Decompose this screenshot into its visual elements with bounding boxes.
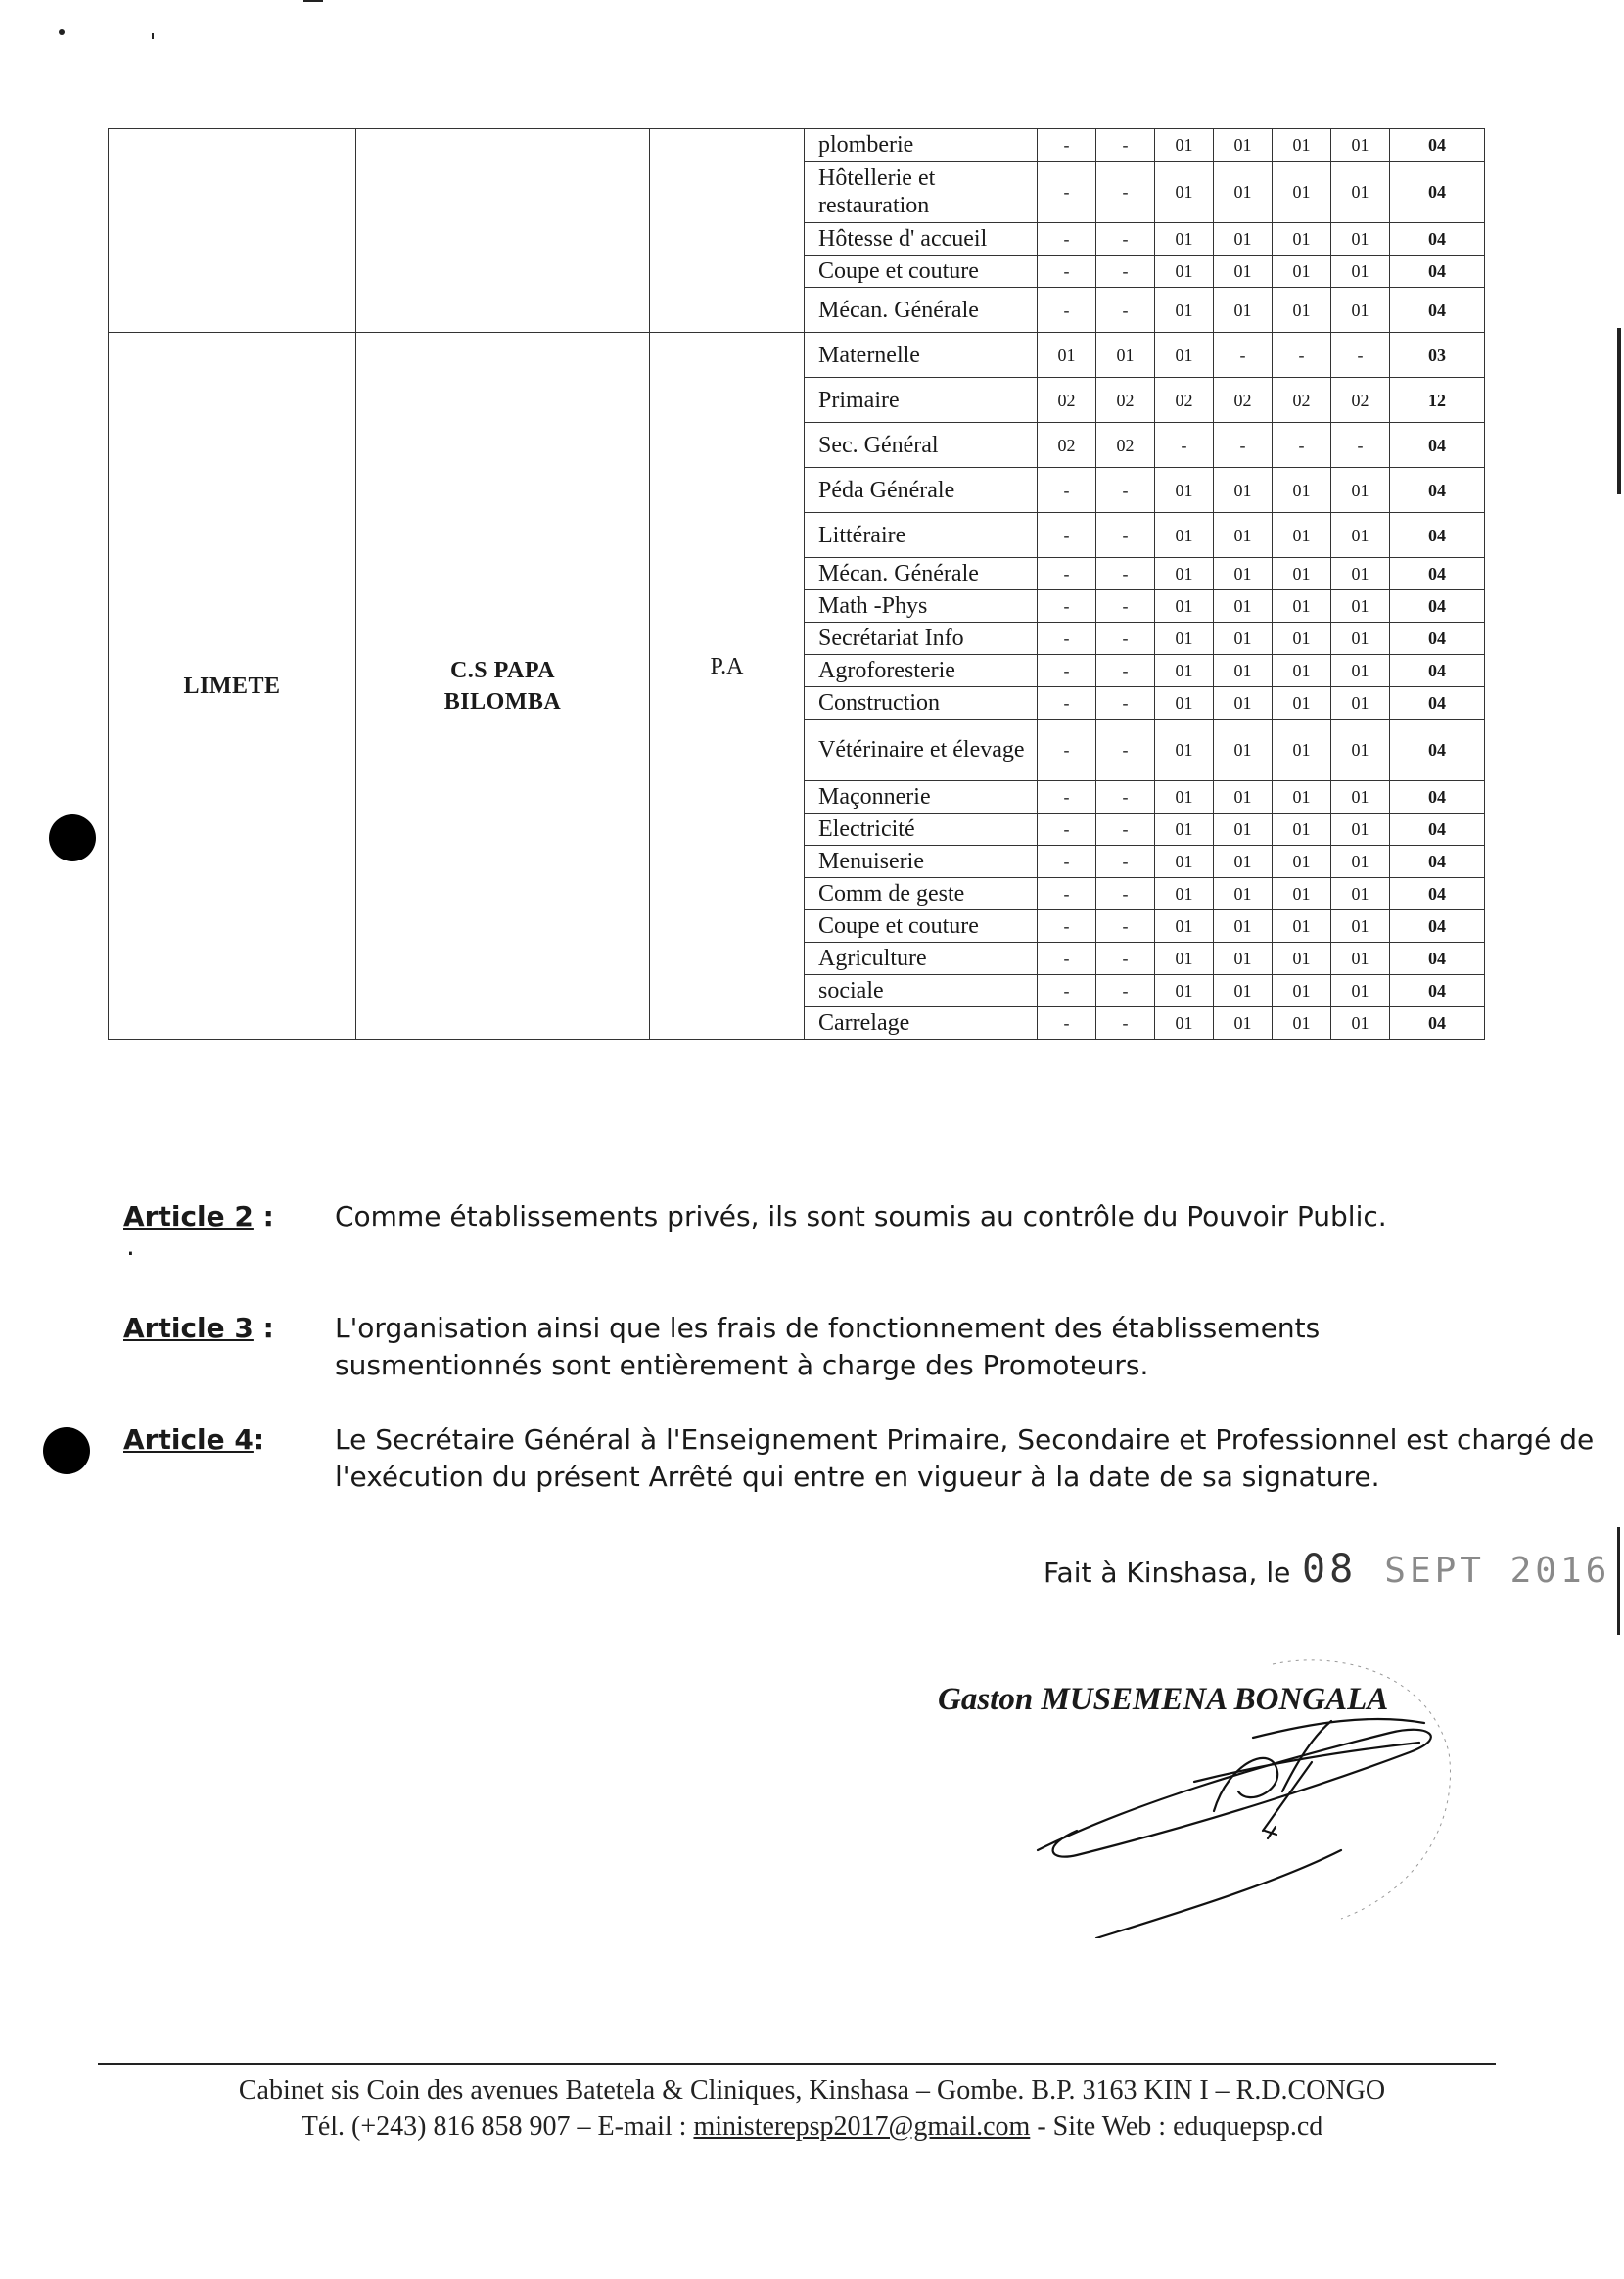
class-count-cell: - [1273,333,1331,378]
total-cell: 04 [1390,975,1485,1007]
class-count-cell: 01 [1214,814,1273,846]
class-count-cell: 01 [1214,943,1273,975]
class-count-cell: - [1273,423,1331,468]
school-name-line: C.S PAPA [449,657,556,683]
class-count-cell: 01 [1331,655,1390,687]
footer-rule [98,2063,1496,2065]
total-cell: 04 [1390,256,1485,288]
class-count-cell: - [1038,814,1096,846]
total-cell: 04 [1390,910,1485,943]
class-count-cell: 01 [1155,590,1214,623]
class-count-cell: 01 [1273,687,1331,720]
class-count-cell: 01 [1331,1007,1390,1040]
class-count-cell: 01 [1155,878,1214,910]
date-stamp: 08 SEPT 2016 [1302,1547,1611,1592]
class-count-cell: - [1096,687,1155,720]
class-count-cell: 01 [1273,468,1331,513]
class-count-cell: 01 [1273,223,1331,256]
class-count-cell: 01 [1331,558,1390,590]
class-count-cell: 01 [1273,590,1331,623]
class-count-cell: 01 [1214,781,1273,814]
class-count-cell: - [1038,129,1096,162]
class-count-cell: 01 [1331,162,1390,223]
class-count-cell: - [1038,878,1096,910]
class-count-cell: 01 [1331,720,1390,781]
class-count-cell: 01 [1273,513,1331,558]
total-cell: 04 [1390,878,1485,910]
class-count-cell: 01 [1214,558,1273,590]
class-count-cell: - [1038,623,1096,655]
class-count-cell: 01 [1331,288,1390,333]
class-count-cell: 01 [1155,846,1214,878]
empty-group-cell [109,129,356,333]
class-count-cell: 01 [1331,846,1390,878]
class-count-cell: 01 [1155,256,1214,288]
class-count-cell: 01 [1273,814,1331,846]
class-count-cell: - [1038,558,1096,590]
option-cell: Coupe et couture [805,910,1038,943]
class-count-cell: 01 [1155,687,1214,720]
class-count-cell: - [1096,223,1155,256]
class-count-cell: 02 [1096,378,1155,423]
class-count-cell: - [1096,943,1155,975]
class-count-cell: 01 [1155,781,1214,814]
total-cell: 04 [1390,943,1485,975]
class-count-cell: - [1038,256,1096,288]
class-count-cell: 02 [1096,423,1155,468]
total-cell: 04 [1390,129,1485,162]
footer-contact: Tél. (+243) 816 858 907 – E-mail : ministerepsp2017@gmail.com - Site Web : eduquepsp.cd [301,2112,1323,2142]
class-count-cell: - [1038,943,1096,975]
class-count-cell: 01 [1214,256,1273,288]
class-count-cell: 01 [1155,975,1214,1007]
class-count-cell: 01 [1331,468,1390,513]
class-count-cell: 01 [1155,720,1214,781]
option-cell: Comm de geste [805,878,1038,910]
class-count-cell: - [1038,590,1096,623]
article-label: Article 2 : [123,1200,274,1233]
punch-hole [49,814,96,861]
class-count-cell: - [1038,687,1096,720]
class-count-cell: 01 [1273,288,1331,333]
class-count-cell: 01 [1214,910,1273,943]
option-cell: Mécan. Générale [805,558,1038,590]
option-cell: Mécan. Générale [805,288,1038,333]
scan-edge-mark [1617,1527,1620,1635]
class-count-cell: - [1038,513,1096,558]
total-cell: 04 [1390,288,1485,333]
regime-cell: P.A [650,333,805,1040]
class-count-cell: 01 [1273,878,1331,910]
class-count-cell: - [1038,1007,1096,1040]
class-count-cell: - [1096,814,1155,846]
class-count-cell: 01 [1155,513,1214,558]
option-cell: Carrelage [805,1007,1038,1040]
punch-hole [43,1427,90,1474]
option-cell: Maternelle [805,333,1038,378]
option-cell: plomberie [805,129,1038,162]
class-count-cell: - [1155,423,1214,468]
total-cell: 04 [1390,423,1485,468]
option-cell: Menuiserie [805,846,1038,878]
class-count-cell: 02 [1273,378,1331,423]
class-count-cell: - [1038,781,1096,814]
class-count-cell: - [1038,223,1096,256]
stray-dot: . [126,1230,135,1262]
class-count-cell: 01 [1331,223,1390,256]
class-count-cell: 01 [1155,223,1214,256]
table-row [109,129,1485,162]
article-label: Article 3 : [123,1312,274,1344]
class-count-cell: 01 [1155,288,1214,333]
class-count-cell: 01 [1096,333,1155,378]
class-count-cell: 01 [1155,623,1214,655]
class-count-cell: 01 [1038,333,1096,378]
class-count-cell: - [1096,623,1155,655]
article-text: Le Secrétaire Général à l'Enseignement Primaire, Secondaire et Professionnel est chargé de l'exécution du présent Arrêté qui entre en vigueur à la date de sa signature. [335,1423,1595,1493]
total-cell: 04 [1390,590,1485,623]
class-count-cell: - [1214,423,1273,468]
option-cell: Secrétariat Info [805,623,1038,655]
total-cell: 04 [1390,655,1485,687]
total-cell: 04 [1390,1007,1485,1040]
class-count-cell: - [1038,655,1096,687]
handwritten-signature [1018,1645,1468,1938]
class-count-cell: 01 [1331,513,1390,558]
class-count-cell: 01 [1155,943,1214,975]
class-count-cell: 01 [1273,256,1331,288]
class-count-cell: - [1096,1007,1155,1040]
class-count-cell: 01 [1214,223,1273,256]
table-row [109,333,1485,378]
class-count-cell: 01 [1331,975,1390,1007]
class-count-cell: 01 [1331,129,1390,162]
class-count-cell: - [1096,590,1155,623]
option-cell: Electricité [805,814,1038,846]
total-cell: 04 [1390,814,1485,846]
class-count-cell: 01 [1214,162,1273,223]
option-cell: Agriculture [805,943,1038,975]
class-count-cell: - [1096,558,1155,590]
place-date: Fait à Kinshasa, le [1044,1557,1291,1589]
class-count-cell: 01 [1214,513,1273,558]
class-count-cell: - [1096,655,1155,687]
option-cell: Péda Générale [805,468,1038,513]
class-count-cell: - [1096,975,1155,1007]
class-count-cell: - [1096,720,1155,781]
class-count-cell: - [1038,288,1096,333]
total-cell: 04 [1390,781,1485,814]
option-cell: sociale [805,975,1038,1007]
class-count-cell: - [1096,129,1155,162]
scan-speck [152,33,154,39]
class-count-cell: 01 [1331,590,1390,623]
class-count-cell: - [1096,288,1155,333]
class-count-cell: 01 [1214,655,1273,687]
class-count-cell: - [1096,162,1155,223]
class-count-cell: 01 [1155,814,1214,846]
option-cell: Littéraire [805,513,1038,558]
class-count-cell: - [1096,846,1155,878]
class-count-cell: 01 [1273,655,1331,687]
class-count-cell: - [1038,910,1096,943]
scan-edge-mark [1617,328,1621,494]
class-count-cell: - [1038,468,1096,513]
class-count-cell: 01 [1155,129,1214,162]
class-count-cell: 01 [1155,162,1214,223]
class-count-cell: 01 [1214,468,1273,513]
total-cell: 04 [1390,623,1485,655]
class-count-cell: 01 [1214,846,1273,878]
option-cell: Sec. Général [805,423,1038,468]
class-count-cell: - [1038,975,1096,1007]
class-count-cell: 01 [1273,558,1331,590]
article-text: L'organisation ainsi que les frais de fonctionnement des établissements susmentionnés sont entièrement à charge des Promoteurs. [335,1312,1321,1381]
class-count-cell: - [1038,846,1096,878]
class-count-cell: 01 [1273,781,1331,814]
class-count-cell: 01 [1331,943,1390,975]
class-count-cell: 01 [1273,943,1331,975]
schools-table [108,128,1485,1040]
class-count-cell: 01 [1273,129,1331,162]
total-cell: 12 [1390,378,1485,423]
footer-address: Cabinet sis Coin des avenues Batetela & Cliniques, Kinshasa – Gombe. B.P. 3163 KIN I – R.D.CONGO [238,2075,1386,2106]
class-count-cell: 01 [1331,878,1390,910]
total-cell: 04 [1390,720,1485,781]
class-count-cell: 01 [1273,910,1331,943]
option-cell: Vétérinaire et élevage [805,720,1038,781]
class-count-cell: 02 [1214,378,1273,423]
option-cell: Construction [805,687,1038,720]
class-count-cell: 01 [1214,720,1273,781]
class-count-cell: - [1096,878,1155,910]
school-name-line: BILOMBA [443,688,562,715]
option-cell: Agroforesterie [805,655,1038,687]
option-cell: Primaire [805,378,1038,423]
class-count-cell: 01 [1214,623,1273,655]
class-count-cell: 01 [1273,720,1331,781]
class-count-cell: 01 [1214,129,1273,162]
class-count-cell: 01 [1273,975,1331,1007]
table-body [109,129,1485,1040]
class-count-cell: - [1096,256,1155,288]
class-count-cell: - [1038,720,1096,781]
class-count-cell: 01 [1214,590,1273,623]
class-count-cell: 01 [1155,468,1214,513]
footer-email-link[interactable]: ministerepsp2017@gmail.com [693,2112,1031,2142]
scan-speck [303,0,323,2]
option-cell: Hôtesse d' accueil [805,223,1038,256]
class-count-cell: 01 [1331,687,1390,720]
total-cell: 03 [1390,333,1485,378]
class-count-cell: - [1331,423,1390,468]
total-cell: 04 [1390,223,1485,256]
total-cell: 04 [1390,468,1485,513]
class-count-cell: 01 [1155,910,1214,943]
class-count-cell: 01 [1273,846,1331,878]
option-cell: Math -Phys [805,590,1038,623]
class-count-cell: - [1096,513,1155,558]
class-count-cell: 01 [1331,814,1390,846]
class-count-cell: - [1214,333,1273,378]
class-count-cell: 01 [1214,878,1273,910]
class-count-cell: - [1096,781,1155,814]
total-cell: 04 [1390,846,1485,878]
signatory-name: Gaston MUSEMENA BONGALA [938,1682,1389,1717]
article-text: Comme établissements privés, ils sont soumis au contrôle du Pouvoir Public. [335,1200,1387,1233]
class-count-cell: 01 [1214,288,1273,333]
class-count-cell: 02 [1038,378,1096,423]
class-count-cell: 01 [1331,256,1390,288]
total-cell: 04 [1390,162,1485,223]
total-cell: 04 [1390,687,1485,720]
option-cell: Hôtellerie et restauration [805,162,1038,223]
class-count-cell: 02 [1155,378,1214,423]
class-count-cell: 01 [1331,910,1390,943]
class-count-cell: - [1038,162,1096,223]
total-cell: 04 [1390,558,1485,590]
scan-speck [59,29,65,35]
article-label: Article 4: [123,1423,265,1456]
option-cell: Coupe et couture [805,256,1038,288]
class-count-cell: 01 [1273,1007,1331,1040]
class-count-cell: 02 [1038,423,1096,468]
school-name-cell [356,333,650,1040]
class-count-cell: 01 [1214,687,1273,720]
option-cell: Maçonnerie [805,781,1038,814]
class-count-cell: 01 [1273,623,1331,655]
class-count-cell: 02 [1331,378,1390,423]
empty-group-cell [650,129,805,333]
class-count-cell: - [1096,910,1155,943]
class-count-cell: 01 [1331,623,1390,655]
class-count-cell: 01 [1155,333,1214,378]
class-count-cell: 01 [1155,655,1214,687]
class-count-cell: - [1331,333,1390,378]
total-cell: 04 [1390,513,1485,558]
commune-cell: LIMETE [109,333,356,1040]
class-count-cell: 01 [1155,558,1214,590]
empty-group-cell [356,129,650,333]
class-count-cell: 01 [1214,1007,1273,1040]
class-count-cell: 01 [1155,1007,1214,1040]
class-count-cell: 01 [1273,162,1331,223]
class-count-cell: - [1096,468,1155,513]
class-count-cell: 01 [1331,781,1390,814]
class-count-cell: 01 [1214,975,1273,1007]
